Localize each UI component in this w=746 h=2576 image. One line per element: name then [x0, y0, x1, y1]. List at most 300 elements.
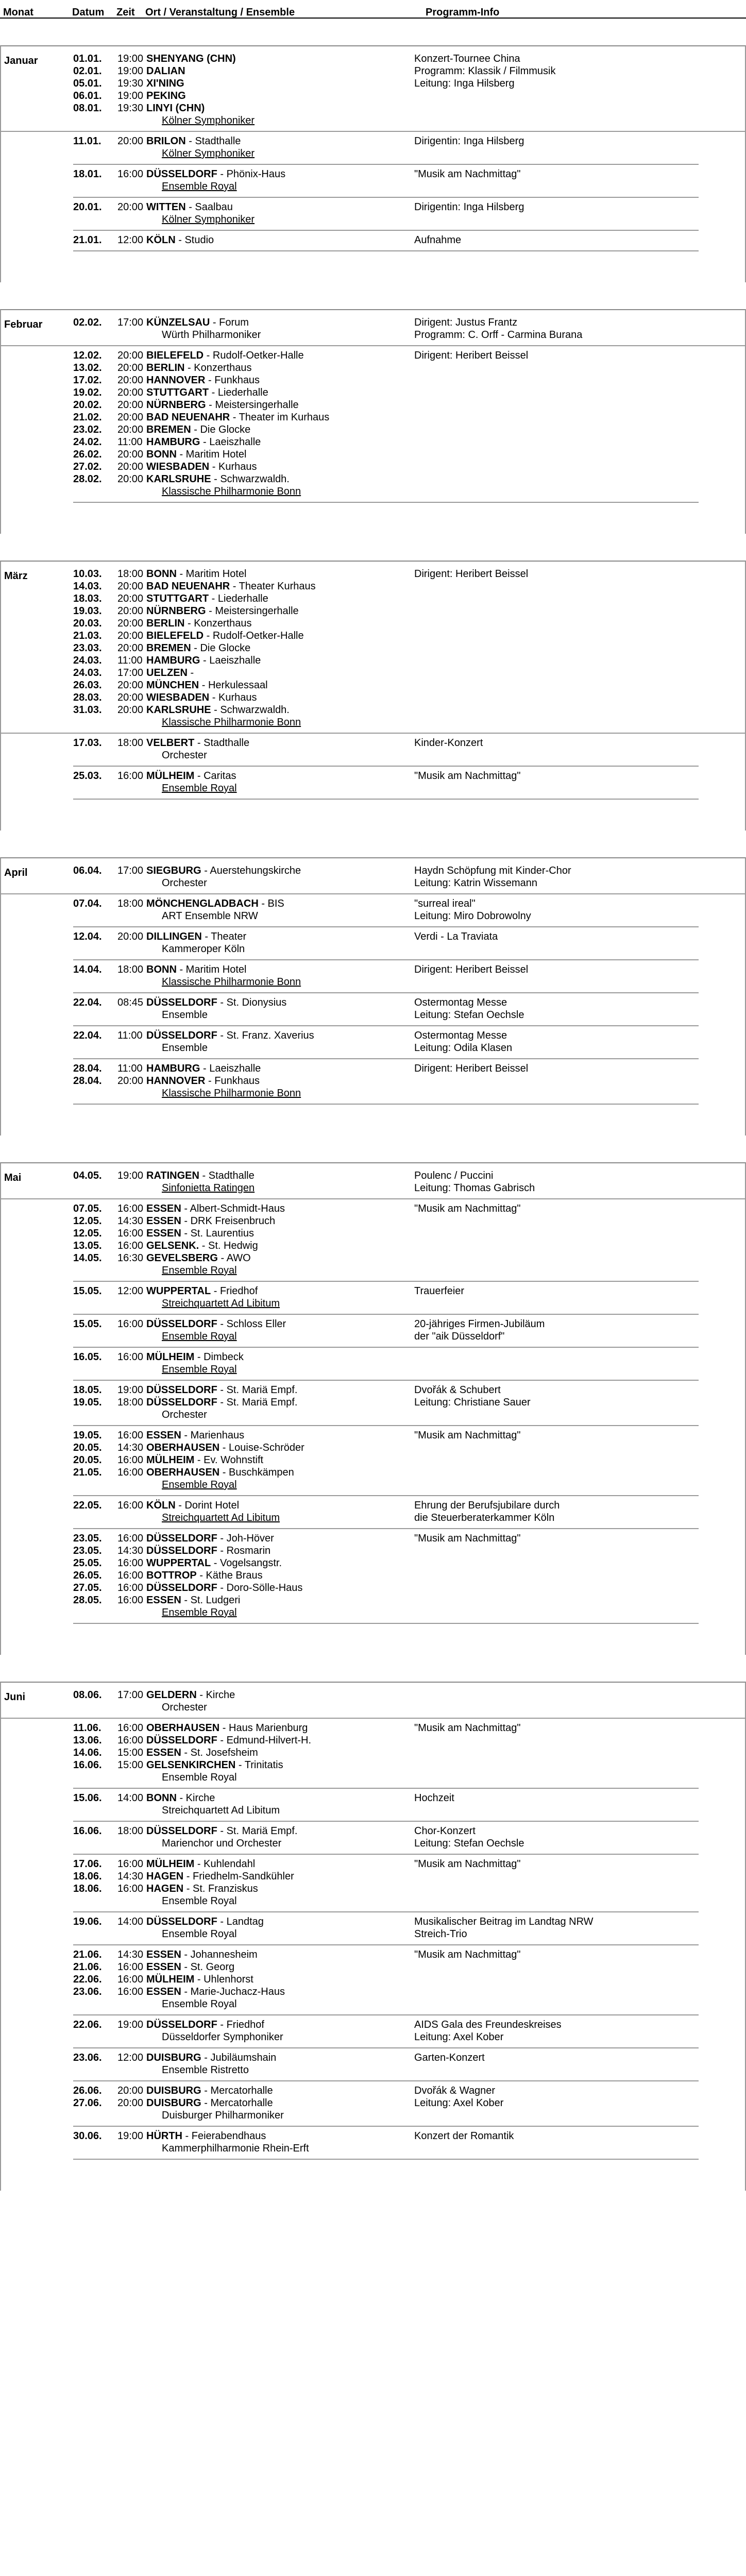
event-group	[73, 2048, 699, 2081]
event-grid	[73, 996, 699, 1021]
ensemble-info	[414, 749, 699, 761]
event-city: HAMBURG	[146, 655, 200, 666]
event-place: - Rosmarin	[217, 1545, 271, 1556]
ensemble-name: Kölner Symphoniker	[162, 115, 255, 126]
event-time: 18:00	[117, 568, 144, 580]
event-date: 17.02.	[73, 375, 102, 386]
event-time: 12:00	[117, 1285, 144, 1297]
event-group	[73, 165, 699, 198]
ensemble-name: Kammerphilharmonie Rhein-Erft	[162, 2143, 309, 2154]
event-info: Kinder-Konzert	[414, 737, 483, 749]
event-info	[414, 1870, 699, 1883]
event-group	[1, 562, 745, 734]
event-date: 27.05.	[73, 1582, 102, 1594]
event-info	[414, 1557, 699, 1569]
event-city: SHENYANG (CHN)	[146, 53, 236, 64]
event-city: OBERHAUSEN	[146, 1467, 220, 1478]
event-city: DÜSSELDORF	[146, 2019, 217, 2030]
spacer	[73, 749, 117, 761]
spacer	[73, 1895, 117, 1907]
event-date: 20.02.	[73, 399, 102, 411]
event-date: 28.04.	[73, 1075, 102, 1087]
event-time: 16:00	[117, 1500, 144, 1511]
event-venue	[146, 2019, 414, 2031]
ensemble-name: Klassische Philharmonie Bonn	[162, 1088, 301, 1099]
event-venue	[146, 1202, 414, 1215]
spacer	[73, 2064, 117, 2076]
month-section	[0, 857, 746, 1136]
ensemble-info: Leitung: Axel Kober	[414, 2031, 504, 2043]
spacer	[73, 147, 117, 160]
event-venue	[146, 473, 414, 485]
event-venue	[146, 1594, 414, 1606]
event-date: 18.03.	[73, 593, 102, 604]
event-group	[1, 858, 745, 894]
event-place: - Funkhaus	[205, 375, 260, 386]
event-venue	[146, 1557, 414, 1569]
event-place: - Friedhelm-Sandkühler	[183, 1871, 294, 1882]
event-info	[414, 374, 699, 386]
spacer	[73, 910, 117, 922]
event-place: - Mercatorhalle	[201, 2085, 273, 2096]
event-place: - Landtag	[217, 1916, 264, 1927]
spacer	[73, 1087, 117, 1099]
event-date: 26.05.	[73, 1570, 102, 1581]
event-place: - Meistersingerhalle	[206, 399, 299, 411]
event-info: Haydn Schöpfung mit Kinder-Chor	[414, 865, 571, 876]
ensemble-info	[414, 1087, 699, 1099]
event-info: Dirigent: Heribert Beissel	[414, 1063, 529, 1074]
ensemble-info	[414, 147, 699, 160]
spacer	[117, 976, 146, 988]
event-date: 21.05.	[73, 1467, 102, 1478]
event-place: - St. Franz. Xaverius	[217, 1030, 314, 1041]
event-date: 17.03.	[73, 737, 102, 749]
event-time: 16:00	[117, 1582, 144, 1594]
event-place: - Liederhalle	[209, 593, 268, 604]
event-date: 10.03.	[73, 568, 102, 580]
event-place: - Marienhaus	[181, 1430, 245, 1441]
event-group	[73, 1199, 699, 1282]
event-city: BERLIN	[146, 362, 185, 374]
event-city: BRILON	[146, 135, 186, 147]
event-venue	[146, 1948, 414, 1961]
event-city: GELSENKIRCHEN	[146, 1759, 236, 1771]
ensemble-name: Ensemble Royal	[162, 1331, 237, 1342]
ensemble-cell	[146, 1895, 414, 1907]
event-time: 14:30	[117, 1949, 144, 1960]
ensemble-name: Ensemble Royal	[162, 1772, 237, 1783]
ensemble-cell	[146, 1409, 414, 1421]
event-info: AIDS Gala des Freundeskreises	[414, 2019, 562, 2030]
event-venue	[146, 770, 414, 782]
event-date: 23.06.	[73, 2052, 102, 2063]
spacer	[117, 1606, 146, 1619]
event-venue	[146, 704, 414, 716]
event-venue	[146, 1722, 414, 1734]
event-date: 22.05.	[73, 1500, 102, 1511]
event-city: KARLSRUHE	[146, 704, 211, 716]
ensemble-info: Leitung: Miro Dobrowolny	[414, 910, 531, 922]
ensemble-info	[414, 716, 745, 728]
ensemble-cell	[146, 976, 414, 988]
event-venue	[146, 617, 414, 630]
spacer	[73, 1042, 117, 1054]
event-info	[414, 1689, 745, 1701]
event-info	[414, 90, 745, 102]
month-name: März	[4, 570, 28, 582]
event-place: - Phönix-Haus	[217, 168, 286, 180]
month-name: Juni	[4, 1691, 26, 1703]
ensemble-info	[414, 1363, 699, 1376]
event-grid	[73, 1858, 699, 1907]
event-time: 14:30	[117, 1545, 144, 1556]
event-venue	[146, 423, 414, 436]
ensemble-name: Ensemble Royal	[162, 1364, 237, 1375]
spacer	[117, 1087, 146, 1099]
event-date: 24.03.	[73, 655, 102, 666]
event-city: WIESBADEN	[146, 692, 210, 703]
spacer	[117, 329, 146, 341]
event-group	[73, 1348, 699, 1381]
event-city: DÜSSELDORF	[146, 1582, 217, 1594]
event-place: - Auerstehungskirche	[201, 865, 301, 876]
ensemble-info: Streich-Trio	[414, 1928, 467, 1940]
event-time: 17:00	[117, 1689, 144, 1701]
event-info	[414, 1973, 699, 1986]
event-city: ESSEN	[146, 1747, 181, 1758]
event-place: - Stadthalle	[199, 1170, 255, 1181]
event-time: 17:00	[117, 317, 144, 328]
ensemble-name: Streichquartett Ad Libitum	[162, 1805, 280, 1816]
ensemble-name: Marienchor und Orchester	[162, 1838, 282, 1849]
event-info	[414, 691, 745, 704]
event-info: Leitung: Axel Kober	[414, 2097, 504, 2109]
event-date: 19.02.	[73, 387, 102, 398]
event-venue	[146, 1569, 414, 1582]
spacer	[73, 213, 117, 226]
event-date: 13.06.	[73, 1735, 102, 1746]
event-groups	[1, 1163, 745, 1624]
spacer	[73, 1606, 117, 1619]
ensemble-name: Ensemble Royal	[162, 1265, 237, 1276]
event-place: - Herkulessaal	[199, 680, 268, 691]
event-date: 24.03.	[73, 667, 102, 679]
ensemble-name: Sinfonietta Ratingen	[162, 1182, 255, 1194]
event-date: 30.06.	[73, 2130, 102, 2142]
event-date: 20.05.	[73, 1442, 102, 1453]
event-city: DUISBURG	[146, 2097, 201, 2109]
event-grid	[73, 1202, 699, 1277]
event-city: GELDERN	[146, 1689, 197, 1701]
month-name: Mai	[4, 1172, 22, 1183]
event-info	[414, 605, 745, 617]
event-time: 20:00	[117, 630, 144, 641]
event-place: - Dimbeck	[194, 1351, 244, 1363]
event-venue	[146, 568, 414, 580]
event-place: - Rudolf-Oetker-Halle	[204, 630, 304, 641]
event-date: 08.01.	[73, 103, 102, 114]
spacer	[73, 1512, 117, 1524]
event-time: 14:00	[117, 1916, 144, 1927]
ensemble-name: Streichquartett Ad Libitum	[162, 1512, 280, 1523]
event-grid	[73, 568, 745, 728]
spacer	[73, 1837, 117, 1850]
event-city: MÜLHEIM	[146, 770, 195, 782]
event-city: ESSEN	[146, 1595, 181, 1606]
event-venue	[146, 1973, 414, 1986]
event-date: 28.05.	[73, 1595, 102, 1606]
event-group	[73, 2127, 699, 2160]
event-venue	[146, 1318, 414, 1330]
event-date: 28.03.	[73, 692, 102, 703]
ensemble-name: Orchester	[162, 750, 207, 761]
event-city: DÜSSELDORF	[146, 997, 217, 1008]
event-place: - Buschkämpen	[219, 1467, 294, 1478]
event-venue	[146, 1466, 414, 1479]
event-info	[414, 1442, 699, 1454]
event-date: 23.03.	[73, 642, 102, 654]
event-venue	[146, 1170, 414, 1182]
event-info: Leitung: Christiane Sauer	[414, 1397, 531, 1408]
event-groups	[1, 46, 745, 251]
header-month: Monat	[3, 7, 33, 18]
event-place: - Laeiszhalle	[200, 1063, 261, 1074]
event-info	[414, 1961, 699, 1973]
spacer	[73, 2142, 117, 2155]
event-city: DÜSSELDORF	[146, 1030, 217, 1041]
event-info	[414, 617, 745, 630]
ensemble-name: Orchester	[162, 877, 207, 889]
event-time: 16:00	[117, 1228, 144, 1239]
event-place: - Liederhalle	[209, 387, 268, 398]
ensemble-cell	[146, 1837, 414, 1850]
event-city: ESSEN	[146, 1215, 181, 1227]
ensemble-name: Ensemble Royal	[162, 783, 237, 794]
event-grid	[73, 53, 745, 127]
event-grid	[73, 1029, 699, 1054]
event-date: 05.01.	[73, 78, 102, 89]
event-place: - Kirche	[176, 1792, 215, 1804]
spacer	[73, 1009, 117, 1021]
spacer	[117, 716, 146, 728]
event-info	[414, 1594, 699, 1606]
event-city: NÜRNBERG	[146, 399, 206, 411]
event-city: DILLINGEN	[146, 931, 202, 942]
event-date: 21.06.	[73, 1949, 102, 1960]
event-city: BONN	[146, 1792, 177, 1804]
event-time: 12:00	[117, 234, 144, 246]
event-venue	[146, 1747, 414, 1759]
spacer	[117, 213, 146, 226]
ensemble-name: Ensemble Royal	[162, 181, 237, 192]
ensemble-info	[414, 943, 699, 955]
event-date: 11.01.	[73, 135, 101, 147]
event-date: 21.06.	[73, 1961, 102, 1973]
ensemble-info	[414, 2109, 699, 2122]
ensemble-cell	[146, 114, 414, 127]
ensemble-name: Klassische Philharmonie Bonn	[162, 717, 301, 728]
event-date: 28.04.	[73, 1063, 102, 1074]
event-info	[414, 592, 745, 605]
event-date: 18.06.	[73, 1871, 102, 1882]
event-date: 20.01.	[73, 201, 102, 213]
event-info	[414, 1747, 699, 1759]
event-time: 12:00	[117, 2052, 144, 2063]
event-group	[73, 1426, 699, 1496]
event-place: - Ev. Wohnstift	[194, 1454, 264, 1466]
spacer	[73, 1297, 117, 1310]
event-grid	[73, 1429, 699, 1491]
event-venue	[146, 362, 414, 374]
spacer	[117, 1363, 146, 1376]
event-venue	[146, 667, 414, 679]
event-place: - Friedhof	[211, 1285, 258, 1297]
event-city: GEVELSBERG	[146, 1252, 218, 1264]
event-time: 20:00	[117, 931, 144, 942]
event-city: WUPPERTAL	[146, 1285, 211, 1297]
spacer	[117, 180, 146, 193]
ensemble-info	[414, 114, 745, 127]
event-time: 16:00	[117, 1974, 144, 1985]
event-info: Dirigent: Justus Frantz	[414, 317, 518, 328]
ensemble-cell	[146, 2142, 414, 2155]
event-venue	[146, 1689, 414, 1701]
ensemble-name: Klassische Philharmonie Bonn	[162, 976, 301, 988]
spacer	[117, 1998, 146, 2010]
event-info	[414, 654, 745, 667]
event-info: "Musik am Nachmittag"	[414, 1533, 521, 1544]
spacer	[73, 1804, 117, 1817]
event-city: HANNOVER	[146, 1075, 206, 1087]
event-time: 14:30	[117, 1215, 144, 1227]
ensemble-cell	[146, 2031, 414, 2043]
event-info	[414, 362, 699, 374]
ensemble-info	[414, 213, 699, 226]
event-group	[73, 132, 699, 165]
event-time: 20:00	[117, 605, 144, 617]
event-info: Dirigentin: Inga Hilsberg	[414, 135, 524, 147]
spacer	[117, 485, 146, 498]
event-time: 19:00	[117, 1170, 144, 1181]
event-time: 16:00	[117, 1722, 144, 1734]
event-grid	[73, 737, 699, 761]
ensemble-info	[414, 1895, 699, 1907]
event-city: MÜLHEIM	[146, 1351, 195, 1363]
ensemble-name: Ensemble	[162, 1009, 208, 1021]
event-time: 16:00	[117, 1986, 144, 1997]
event-info: Garten-Konzert	[414, 2052, 485, 2063]
event-info	[414, 704, 745, 716]
event-time: 15:00	[117, 1759, 144, 1771]
event-venue	[146, 1986, 414, 1998]
event-place: - Stadthalle	[185, 135, 241, 147]
spacer	[73, 1182, 117, 1194]
ensemble-name: Ensemble Royal	[162, 1607, 237, 1618]
header-time: Zeit	[116, 7, 135, 18]
ensemble-name: Kölner Symphoniker	[162, 214, 255, 225]
schedule-header	[0, 0, 746, 19]
event-info: Dvořák & Wagner	[414, 2085, 496, 2096]
event-info: Chor-Konzert	[414, 1825, 476, 1837]
ensemble-cell	[146, 1804, 414, 1817]
event-info	[414, 642, 745, 654]
spacer	[117, 1837, 146, 1850]
event-info	[414, 411, 699, 423]
event-info	[414, 1351, 699, 1363]
ensemble-cell	[146, 1479, 414, 1491]
event-place: - Uhlenhorst	[194, 1974, 253, 1985]
event-place: - Schwarzwaldh.	[211, 704, 290, 716]
event-date: 15.05.	[73, 1318, 102, 1330]
event-grid	[73, 770, 699, 794]
ensemble-info	[414, 2142, 699, 2155]
ensemble-info	[414, 1606, 699, 1619]
event-venue	[146, 1916, 414, 1928]
event-venue	[146, 1429, 414, 1442]
event-place: - Theater im Kurhaus	[230, 412, 330, 423]
spacer	[117, 943, 146, 955]
event-time: 11:00	[117, 436, 143, 448]
event-grid	[73, 1792, 699, 1817]
event-city: BOTTROP	[146, 1570, 197, 1581]
ensemble-info	[414, 1297, 699, 1310]
event-venue	[146, 2097, 414, 2109]
spacer	[73, 180, 117, 193]
event-group	[73, 1789, 699, 1822]
spacer	[117, 782, 146, 794]
event-time: 19:00	[117, 90, 144, 101]
event-time: 19:00	[117, 2019, 144, 2030]
event-date: 06.01.	[73, 90, 102, 101]
event-info: Musikalischer Beitrag im Landtag NRW	[414, 1916, 594, 1927]
spacer	[117, 2064, 146, 2076]
event-time: 20:00	[117, 350, 144, 361]
event-info	[414, 1569, 699, 1582]
event-info: "Musik am Nachmittag"	[414, 1722, 521, 1734]
event-info	[414, 436, 699, 448]
event-date: 18.05.	[73, 1384, 102, 1396]
month-section	[0, 1682, 746, 2191]
spacer	[117, 2109, 146, 2122]
event-venue	[146, 1075, 414, 1087]
event-city: RATINGEN	[146, 1170, 199, 1181]
event-city: KÖLN	[146, 1500, 176, 1511]
spacer	[73, 1701, 117, 1714]
event-date: 15.06.	[73, 1792, 102, 1804]
ensemble-name: Ensemble Ristretto	[162, 2064, 249, 2076]
event-date: 12.02.	[73, 350, 102, 361]
event-time: 16:00	[117, 1595, 144, 1606]
event-time: 16:00	[117, 1533, 144, 1544]
spacer	[117, 1701, 146, 1714]
event-grid	[73, 1384, 699, 1421]
event-time: 14:30	[117, 1871, 144, 1882]
event-info: "Musik am Nachmittag"	[414, 168, 521, 180]
ensemble-info	[414, 782, 699, 794]
event-venue	[146, 201, 414, 213]
event-venue	[146, 374, 414, 386]
event-city: XI'NING	[146, 78, 184, 89]
ensemble-name: Ensemble Royal	[162, 1998, 237, 2010]
event-info	[414, 473, 699, 485]
event-grid	[73, 135, 699, 160]
ensemble-name: Kölner Symphoniker	[162, 148, 255, 159]
ensemble-name: Streichquartett Ad Libitum	[162, 1298, 280, 1309]
event-venue	[146, 53, 414, 65]
ensemble-info	[414, 2064, 699, 2076]
ensemble-name: Würth Philharmoniker	[162, 329, 261, 341]
